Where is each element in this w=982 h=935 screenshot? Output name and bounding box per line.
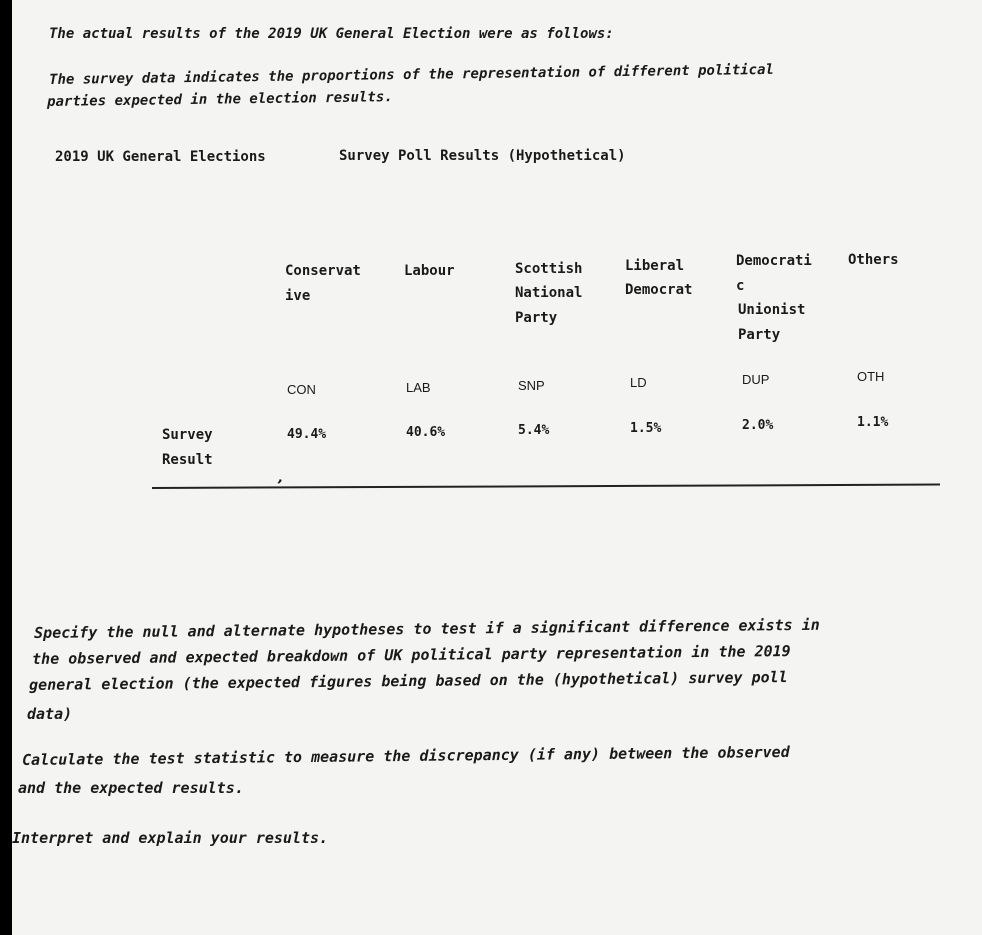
row-label-line: Survey (162, 427, 213, 443)
table-title-right: Survey Poll Results (Hypothetical) (339, 148, 626, 164)
document-page (12, 0, 982, 935)
question-1-line: general election (the expected figures being based on the (hypothetical) survey poll (29, 668, 788, 694)
value-snp: 5.4% (518, 423, 550, 438)
party-name-line: Democrat (625, 282, 693, 298)
party-name-line: Scottish (515, 261, 583, 277)
party-name-line: c (736, 278, 745, 294)
value-dup: 2.0% (742, 418, 774, 433)
party-name-line: Others (848, 252, 899, 268)
question-1-line: the observed and expected breakdown of UK political party representation in the 2019 (32, 642, 791, 668)
party-name-line: Party (738, 327, 781, 343)
intro-line-2: The survey data indicates the proportions of the representation of different political (49, 61, 775, 88)
party-name-line: ive (285, 288, 311, 304)
party-name-line: Conservat (285, 263, 361, 279)
stray-mark: , (274, 469, 288, 487)
table-title-left: 2019 UK General Elections (55, 149, 266, 165)
party-name-line: Unionist (738, 302, 806, 318)
party-name-line: Party (515, 310, 558, 326)
question-1-line: data) (27, 705, 73, 723)
question-2-line: Calculate the test statistic to measure the discrepancy (if any) between the observed (22, 742, 790, 769)
party-abbr-snp: SNP (518, 378, 545, 393)
value-ld: 1.5% (630, 421, 662, 436)
party-abbr-oth: OTH (857, 369, 885, 384)
row-label-line: Result (162, 452, 213, 468)
party-abbr-dup: DUP (742, 372, 770, 387)
party-name-line: Democrati (736, 253, 812, 269)
value-lab: 40.6% (406, 425, 446, 440)
table-bottom-rule (152, 484, 940, 489)
question-1-line: Specify the null and alternate hypotheses to test if a significant difference exists in (34, 615, 820, 642)
party-abbr-lab: LAB (406, 380, 431, 395)
party-name-line: National (515, 285, 583, 301)
intro-line-1: The actual results of the 2019 UK General Election were as follows: (49, 26, 614, 42)
intro-line-3: parties expected in the election results. (47, 89, 393, 110)
question-2-line: and the expected results. (18, 779, 244, 797)
value-oth: 1.1% (857, 415, 889, 430)
value-con: 49.4% (287, 427, 327, 442)
party-abbr-con: CON (287, 382, 316, 397)
question-3: Interpret and explain your results. (12, 829, 329, 847)
party-abbr-ld: LD (630, 375, 647, 390)
party-name-line: Liberal (625, 258, 685, 274)
party-name-line: Labour (404, 263, 455, 279)
